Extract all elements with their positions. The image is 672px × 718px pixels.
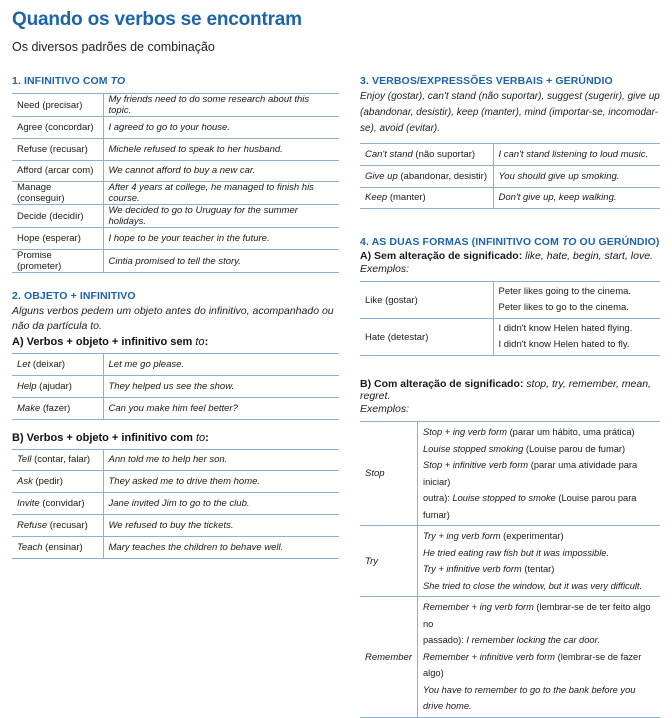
line-prefix: passado): [423,635,467,646]
section4-heading-text: 4. AS DUAS FORMAS (INFINITIVO COM [360,236,562,249]
example-cell: You should give up smoking. [493,165,660,187]
table-row [12,138,339,160]
example-cell: We refused to buy the tickets. [103,514,339,536]
verb-cell [12,471,103,493]
example-cell: Cintia promised to tell the story. [103,250,339,273]
table-row [360,282,660,319]
verb-cell [12,514,103,536]
example-line: I didn't know Helen hated flying. [498,322,633,334]
verb-cell [12,354,103,376]
table-row [12,205,339,228]
verb-translation: (ensinar) [42,541,83,553]
example-cell [418,422,661,526]
verb-cell: Decide (decidir) [12,205,103,228]
line-italic: Try + ing verb form [423,531,501,542]
example-cell: After 4 years at college, he managed to finish his course. [103,182,339,205]
verb-translation: (recusar) [47,519,88,531]
section2a-title-text: A) Verbos + objeto + infinitivo sem [12,336,196,349]
example-cell [418,597,661,718]
section1-table [12,93,339,273]
example-cell: I can't stand listening to loud music. [493,144,660,166]
section2-intro: Alguns verbos pedem um objeto antes do infinitivo, acompanhado ou não da partícula to. [12,305,334,333]
page-subtitle: Os diversos padrões de combinação [12,40,215,54]
example-line: I didn't know Helen hated to fly. [498,339,630,351]
verb-cell: Promise (prometer) [12,250,103,273]
line-rest: (Louise parou para fumar) [423,493,637,520]
example-line [423,561,655,578]
line-rest: (tentar) [521,564,555,575]
example-line [423,441,655,458]
example-line [423,578,655,595]
line-italic: Louise stopped smoking [423,443,524,454]
line-italic: Try + infinitive verb form [423,564,522,575]
section3-heading: 3. VERBOS/EXPRESSÕES VERBAIS + GERÚNDIO [360,75,613,87]
example-line [423,632,655,649]
verb-cell: Remember [360,597,418,718]
line-italic: Remember + infinitive verb form [423,651,556,662]
table-row [12,514,339,536]
verb-cell: Hate (detestar) [360,319,493,356]
section2b-title-text: B) Verbos + objeto + infinitivo com [12,431,196,444]
right-column [360,75,660,718]
verb-cell: Agree (concordar) [12,117,103,139]
line-rest: (lembrar-se de fazer algo) [423,651,642,679]
line-rest: (parar um hábito, uma prática) [506,427,635,438]
section2-heading: 2. OBJETO + INFINITIVO [12,290,136,303]
verb-cell [12,493,103,515]
example-cell: I agreed to go to your house. [103,117,339,139]
verb-cell [12,449,103,471]
table-row [12,536,339,558]
table-row [360,144,660,166]
table-row [360,422,660,526]
example-cell: They helped us see the show. [103,375,339,397]
verb-translation: (fazer) [40,402,71,414]
verb-cell: Try [360,526,418,597]
line-italic: He tried eating raw fish but it was impossible. [423,547,610,558]
section1-heading-italic: TO [110,75,126,87]
section2b-title-italic: to [195,431,206,444]
section4b-title-text: B) Com alteração de significado: [360,378,524,391]
verb-translation: (ajudar) [36,380,72,392]
line-italic: Remember + ing verb form [423,602,534,613]
table-row [12,493,339,515]
line-italic: Stop + infinitive verb form [423,460,529,471]
line-rest: (parar uma atividade para iniciar) [423,460,638,487]
section2b-table [12,449,339,559]
page-title: Quando os verbos se encontram [12,9,302,30]
example-cell: My friends need to do some research about this topic. [103,94,339,117]
example-cell: They asked me to drive them home. [103,471,339,493]
section1-heading-text: 1. INFINITIVO COM [12,75,111,87]
verb-cell [12,375,103,397]
table-row [12,354,339,376]
example-cell [493,319,660,356]
table-row [12,449,339,471]
table-row [360,187,660,209]
example-cell: We cannot afford to buy a new car. [103,160,339,182]
line-italic: You have to remember to go to the bank before you drive home. [423,684,636,712]
section2a-title [12,336,339,348]
section4b-table [360,421,660,718]
section2a-title-italic: to [195,336,205,349]
verb-italic: Give up [365,170,398,182]
verb-translation: (convidar) [39,498,85,510]
line-italic: I remember locking the car door. [466,635,600,646]
verb-cell: Need (precisar) [12,94,103,117]
verb-italic: Ask [17,476,33,488]
example-line [423,649,655,682]
verb-cell: Refuse (recusar) [12,138,103,160]
table-row [12,160,339,182]
section2a-title-suffix: : [204,336,209,349]
section2b-title [12,432,339,444]
table-row [12,228,339,250]
verb-italic: Invite [17,498,40,510]
table-row [12,397,339,419]
example-line [423,545,655,562]
example-cell: We decided to go to Uruguay for the summer holidays. [103,205,339,228]
verb-cell [360,187,493,209]
verb-italic: Can't stand [365,148,413,160]
line-rest: (experimentar) [500,531,564,542]
section2b-title-suffix: : [205,431,209,444]
verb-italic: Keep [365,192,388,204]
section4a-table [360,281,660,356]
line-italic: Stop + ing verb form [423,427,507,438]
example-line [423,682,655,715]
section4b-examples-label: Exemplos: [360,403,410,416]
table-row [12,117,339,139]
example-line [423,599,655,632]
section4-heading-suffix: OU GERÚNDIO) [576,236,660,249]
verb-translation: (contar, falar) [31,454,91,466]
example-line [423,490,655,523]
table-row [360,597,660,718]
example-cell [493,282,660,319]
verb-cell: Stop [360,422,418,526]
section4b-verbs: stop, try, remember, mean, regret. [360,378,651,403]
verb-italic: Let [17,359,31,371]
section4a-title-text: A) Sem alteração de significado: [360,250,523,263]
verb-translation: (deixar) [30,359,66,371]
verb-cell: Hope (esperar) [12,228,103,250]
line-prefix: outra): [423,493,453,504]
verb-cell [12,397,103,419]
example-line [423,528,655,545]
table-row [12,375,339,397]
verb-italic: Help [17,380,37,392]
verb-italic: Refuse [17,519,48,531]
section1-heading [12,75,339,87]
verb-italic: Tell [17,454,32,466]
section4a-verbs: like, hate, begin, start, love. [522,250,653,263]
line-italic: Louise stopped to smoke [452,493,556,504]
line-italic: She tried to close the window, but it was very difficult. [423,580,643,591]
example-line: Peter likes going to the cinema. [498,285,632,297]
line-rest: (Louise parou de fumar) [523,443,626,454]
verb-cell [360,144,493,166]
verb-cell: Like (gostar) [360,282,493,319]
section3-table [360,143,660,209]
table-row [12,250,339,273]
line-rest: (lembrar-se de ter feito algo no [423,602,651,629]
example-cell [418,526,661,597]
example-cell: Jane invited Jim to go to the club. [103,493,339,515]
example-line: Peter likes to go to the cinema. [498,302,629,314]
example-line [423,424,655,441]
section4a-examples-label: Exemplos: [360,263,410,276]
section2a-table [12,353,339,419]
table-row [12,471,339,493]
example-cell: Ann told me to help her son. [103,449,339,471]
verb-cell [360,165,493,187]
verb-italic: Teach [17,541,43,553]
section4-heading-italic: TO [561,236,577,249]
table-row [360,165,660,187]
section4a-title [360,250,660,262]
example-cell: Michele refused to speak to her husband. [103,138,339,160]
verb-cell: Manage (conseguir) [12,182,103,205]
verb-translation: (pedir) [32,476,63,488]
example-cell: Don't give up, keep walking. [493,187,660,209]
table-row [12,94,339,117]
example-cell: I hope to be your teacher in the future. [103,228,339,250]
example-cell: Let me go please. [103,354,339,376]
section4-heading [360,236,660,248]
verb-cell: Afford (arcar com) [12,160,103,182]
verb-translation: (não suportar) [412,148,476,160]
example-cell: Can you make him feel better? [103,397,339,419]
verb-translation: (abandonar, desistir) [397,170,487,182]
verb-cell [12,536,103,558]
table-row [12,182,339,205]
example-cell: Mary teaches the children to behave well. [103,536,339,558]
left-column [12,75,339,559]
section4b-title [360,378,660,402]
verb-italic: Make [17,402,41,414]
table-row [360,319,660,356]
section3-intro: Enjoy (gostar), can't stand (não suportar), suggest (sugerir), give up (abandonar, desistir), keep (manter), mind (importar-se, incomodar-se), avoid (evitar). [360,91,660,134]
example-line [423,457,655,490]
table-row [360,526,660,597]
verb-translation: (manter) [387,192,426,204]
